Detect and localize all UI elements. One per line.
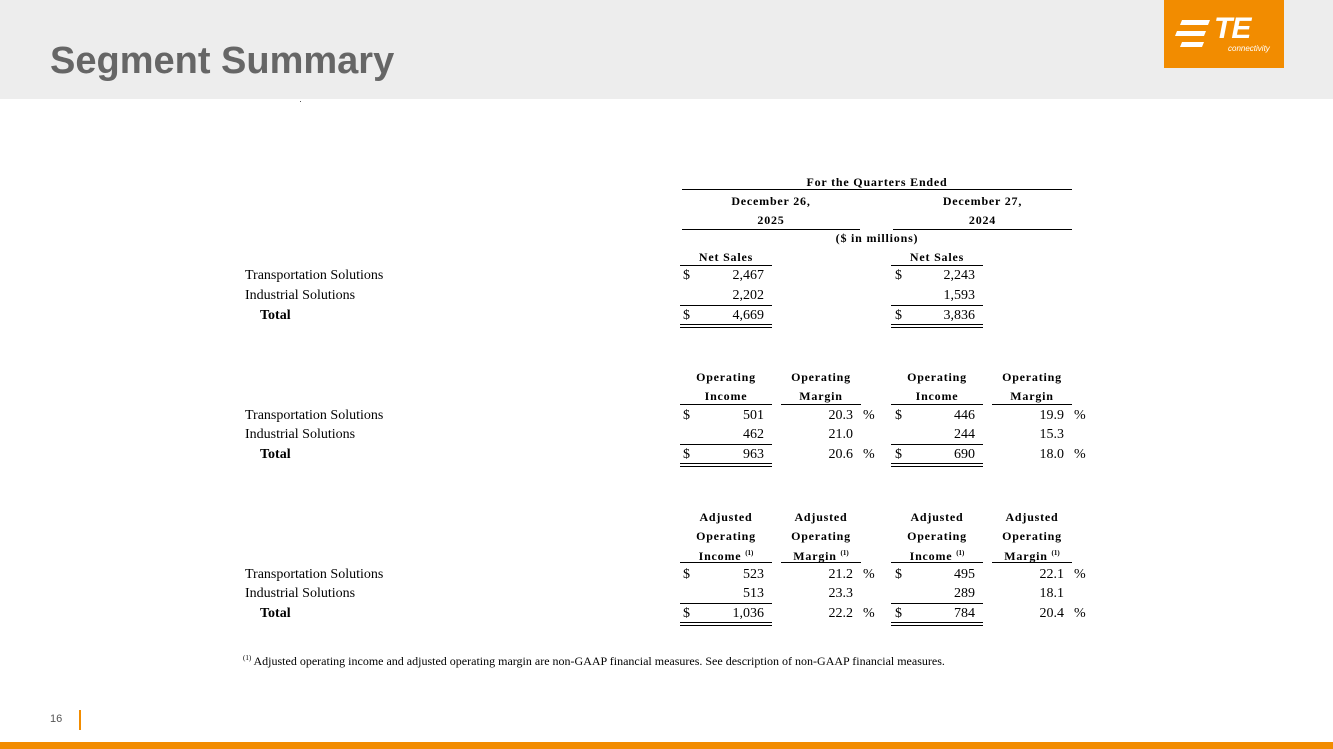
net-sales-row-label: Transportation Solutions: [245, 268, 384, 283]
adj-margin-header: Adjusted: [794, 510, 848, 524]
period-heading: For the Quarters Ended: [806, 175, 948, 189]
rule: [680, 404, 772, 405]
double-rule: [891, 324, 983, 328]
percent-sign: %: [863, 606, 875, 621]
footnote: [243, 650, 945, 669]
percent-sign: %: [1074, 606, 1086, 621]
percent-sign: %: [863, 447, 875, 462]
net-sales-value: 2,202: [732, 288, 764, 303]
footnote-mark: (1): [956, 549, 965, 557]
op-margin-header: Margin: [799, 389, 843, 403]
rule: [891, 603, 983, 604]
adj-income-header-footnoted: [891, 546, 983, 563]
double-rule: [680, 622, 772, 626]
adj-income-total: 784: [954, 606, 975, 621]
footnote-mark: (1): [840, 549, 849, 557]
net-sales-total: 4,669: [732, 308, 764, 323]
col-b-year: 2024: [968, 213, 997, 227]
col-a-year: 2025: [757, 213, 785, 227]
currency-sign: $: [683, 268, 690, 283]
decorative-dot: [300, 101, 301, 102]
percent-sign: %: [863, 408, 875, 423]
adj-margin-value: 22.1: [1039, 567, 1064, 582]
currency-sign: $: [895, 268, 902, 283]
percent-sign: %: [1074, 447, 1086, 462]
adj-income-value: 495: [954, 567, 975, 582]
percent-sign: %: [1074, 408, 1086, 423]
currency-sign: $: [895, 567, 902, 582]
op-income-total: 690: [954, 447, 975, 462]
op-income-header: Income: [704, 389, 748, 403]
double-rule: [680, 324, 772, 328]
adj-margin-header-footnoted: [992, 546, 1072, 563]
rule: [680, 562, 772, 563]
logo-wordmark: TE: [1214, 12, 1251, 45]
logo-subtext: connectivity: [1228, 44, 1270, 53]
net-sales-total: 3,836: [943, 308, 975, 323]
page-title: Segment Summary: [50, 40, 395, 82]
net-sales-value: 1,593: [943, 288, 975, 303]
rule: [891, 305, 983, 306]
te-connectivity-logo: [1164, 0, 1284, 68]
net-sales-header-b: Net Sales: [909, 250, 965, 264]
page-number: 16: [50, 713, 63, 725]
op-margin-header: Operating: [1002, 370, 1062, 384]
rule: [992, 562, 1072, 563]
op-margin-value: 19.9: [1039, 408, 1064, 423]
rule: [680, 603, 772, 604]
adjusted-row-label: Transportation Solutions: [245, 567, 384, 582]
rule: [891, 562, 983, 563]
rule: [682, 189, 1072, 190]
op-income-header: Income: [915, 389, 959, 403]
rule: [781, 562, 861, 563]
op-margin-value: 20.3: [828, 408, 853, 423]
rule: [992, 404, 1072, 405]
percent-sign: %: [1074, 567, 1086, 582]
net-sales-row-label: Industrial Solutions: [245, 288, 356, 303]
currency-sign: $: [895, 308, 902, 323]
currency-sign: $: [683, 447, 690, 462]
double-rule: [680, 463, 772, 467]
op-income-value: 446: [954, 408, 975, 423]
double-rule: [891, 622, 983, 626]
net-sales-value: 2,467: [732, 268, 764, 283]
rule: [891, 444, 983, 445]
op-margin-total: 18.0: [1039, 447, 1064, 462]
adj-margin-header-text: Margin: [1004, 549, 1048, 563]
total-row-label: Total: [260, 606, 291, 621]
col-a-date: December 26,: [731, 194, 811, 208]
op-income-header: Operating: [696, 370, 756, 384]
op-margin-value: 15.3: [1039, 427, 1064, 442]
rule: [682, 229, 860, 230]
currency-sign: $: [895, 408, 902, 423]
total-row-label: Total: [260, 447, 291, 462]
rule: [680, 265, 772, 266]
currency-sign: $: [895, 447, 902, 462]
adj-margin-header-footnoted: [781, 546, 861, 563]
adjusted-row-label: Industrial Solutions: [245, 586, 356, 601]
percent-sign: %: [863, 567, 875, 582]
operating-row-label: Industrial Solutions: [245, 427, 356, 442]
adj-income-header: Operating: [696, 529, 756, 543]
footnote-text: Adjusted operating income and adjusted operating margin are non-GAAP financial measures. See description of non-GAAP financial measures.: [253, 654, 945, 668]
page-number-divider: [79, 710, 81, 730]
net-sales-header-a: Net Sales: [698, 250, 754, 264]
adj-income-total: 1,036: [732, 606, 764, 621]
adj-margin-value: 23.3: [828, 586, 853, 601]
adj-margin-header-text: Margin: [793, 549, 837, 563]
adj-income-header-text: Income: [698, 549, 742, 563]
adj-income-value: 513: [743, 586, 764, 601]
op-income-header: Operating: [907, 370, 967, 384]
adj-margin-value: 18.1: [1039, 586, 1064, 601]
currency-sign: $: [683, 606, 690, 621]
currency-sign: $: [895, 606, 902, 621]
rule: [891, 404, 983, 405]
footnote-mark: (1): [1051, 549, 1060, 557]
adj-income-header-text: Income: [909, 549, 953, 563]
op-income-value: 244: [954, 427, 975, 442]
col-b-date: December 27,: [942, 194, 1023, 208]
op-margin-header: Operating: [791, 370, 851, 384]
rule: [891, 265, 983, 266]
adj-margin-header: Adjusted: [1005, 510, 1059, 524]
op-margin-header: Margin: [1010, 389, 1054, 403]
adj-income-header-footnoted: [680, 546, 772, 563]
rule: [893, 229, 1072, 230]
net-sales-value: 2,243: [943, 268, 975, 283]
rule: [781, 404, 861, 405]
op-income-value: 462: [743, 427, 764, 442]
adj-margin-header: Operating: [1002, 529, 1062, 543]
footnote-mark: (1): [745, 549, 754, 557]
units-label: ($ in millions): [835, 231, 919, 245]
footer-accent-bar: [0, 742, 1333, 749]
currency-sign: $: [683, 567, 690, 582]
operating-row-label: Transportation Solutions: [245, 408, 384, 423]
rule: [680, 444, 772, 445]
adj-margin-header: Operating: [791, 529, 851, 543]
op-margin-total: 20.6: [828, 447, 853, 462]
adj-margin-value: 21.2: [828, 567, 853, 582]
op-income-total: 963: [743, 447, 764, 462]
currency-sign: $: [683, 408, 690, 423]
currency-sign: $: [683, 308, 690, 323]
rule: [680, 305, 772, 306]
double-rule: [891, 463, 983, 467]
op-income-value: 501: [743, 408, 764, 423]
adj-income-value: 523: [743, 567, 764, 582]
adj-income-header: Operating: [907, 529, 967, 543]
adj-margin-total: 22.2: [828, 606, 853, 621]
adj-income-header: Adjusted: [910, 510, 964, 524]
op-margin-value: 21.0: [828, 427, 853, 442]
adj-income-value: 289: [954, 586, 975, 601]
footnote-mark: (1): [243, 654, 252, 662]
adj-income-header: Adjusted: [699, 510, 753, 524]
total-row-label: Total: [260, 308, 291, 323]
adj-margin-total: 20.4: [1039, 606, 1064, 621]
